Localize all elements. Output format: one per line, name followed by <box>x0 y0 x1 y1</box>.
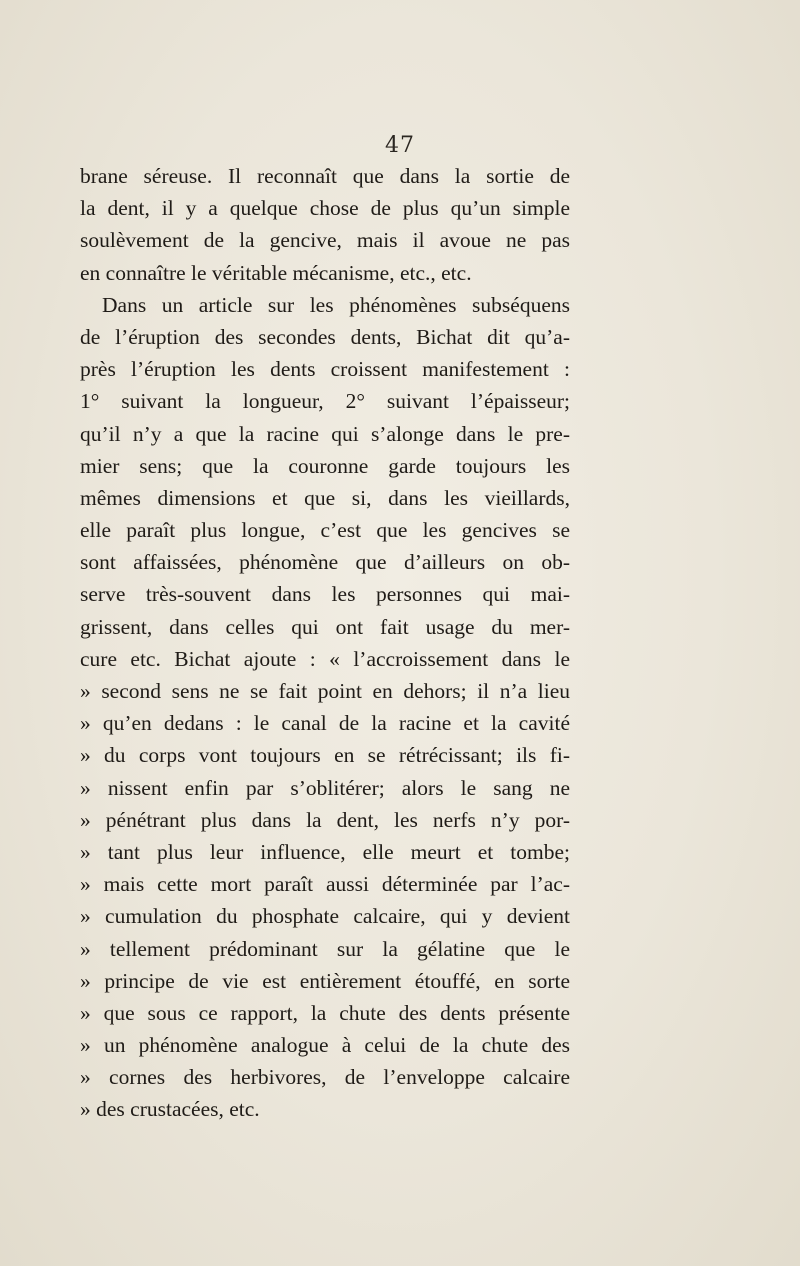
text-line: » second sens ne se fait point en dehors; il n’a lieu <box>80 679 570 703</box>
text-line: en connaître le véritable mécanisme, etc., etc. <box>80 260 472 285</box>
text-line: » cumulation du phosphate calcaire, qui y devient <box>80 904 570 929</box>
text-line: » tellement prédominant sur la gélatine que le <box>80 936 570 961</box>
text-line: » des crustacées, etc. <box>80 1097 260 1122</box>
text-line: elle paraît plus longue, c’est que les gencives se <box>80 518 570 543</box>
text-line: la dent, il y a quelque chose de plus qu’un simple <box>80 196 570 221</box>
text-line: sont affaissées, phénomène que d’ailleurs on ob- <box>80 550 570 575</box>
text-line: » mais cette mort paraît aussi déterminée par l’ac- <box>80 872 570 897</box>
text-line: » principe de vie est entièrement étouffé, en sorte <box>80 968 570 993</box>
text-line: » cornes des herbivores, de l’enveloppe calcaire <box>80 1065 570 1090</box>
text-line: » un phénomène analogue à celui de la chute des <box>80 1033 570 1058</box>
text-line: soulèvement de la gencive, mais il avoue ne pas <box>80 228 570 253</box>
text-line: serve très-souvent dans les personnes qui mai- <box>80 582 570 607</box>
body-text <box>80 160 570 1126</box>
text-line: » nissent enfin par s’oblitérer; alors le sang ne <box>80 775 570 800</box>
text-line: Dans un article sur les phénomènes subséquens <box>102 292 570 317</box>
text-line: grissent, dans celles qui ont fait usage du mer- <box>80 614 570 639</box>
text-line: » tant plus leur influence, elle meurt et tombe; <box>80 839 570 864</box>
text-line: » que sous ce rapport, la chute des dents présente <box>80 1000 570 1025</box>
text-line: mier sens; que la couronne garde toujours les <box>80 453 570 478</box>
text-line: près l’éruption les dents croissent manifestement : <box>80 357 570 382</box>
text-line: » qu’en dedans : le canal de la racine et la cavité <box>80 711 570 736</box>
text-line: brane séreuse. Il reconnaît que dans la sortie de <box>80 164 570 188</box>
text-line: de l’éruption des secondes dents, Bichat dit qu’a- <box>80 324 570 349</box>
text-line: mêmes dimensions et que si, dans les vieillards, <box>80 485 570 510</box>
text-line: 1° suivant la longueur, 2° suivant l’épaisseur; <box>80 389 570 414</box>
page-number: 47 <box>385 133 415 158</box>
text-line: cure etc. Bichat ajoute : « l’accroissement dans le <box>80 646 570 671</box>
text-line: qu’il n’y a que la racine qui s’alonge dans le pre- <box>80 421 570 446</box>
text-line: » du corps vont toujours en se rétrécissant; ils fi- <box>80 743 570 768</box>
text-line: » pénétrant plus dans la dent, les nerfs n’y por- <box>80 807 570 832</box>
